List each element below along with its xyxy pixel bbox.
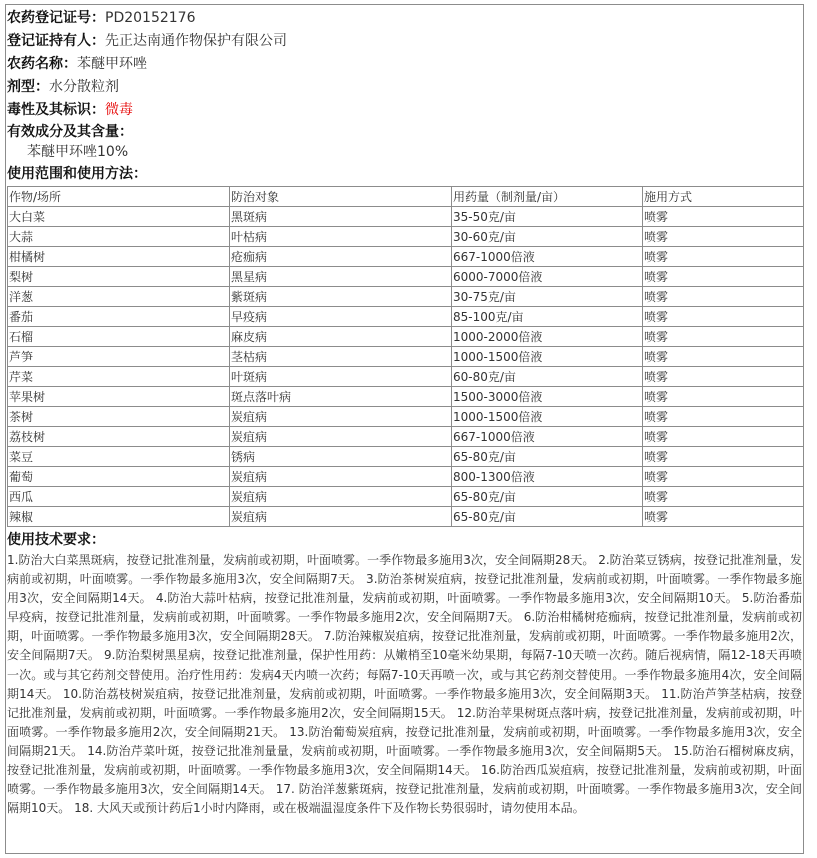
- registration-number-label: 农药登记证号：: [7, 10, 105, 26]
- header-crop: 作物/场所: [8, 187, 230, 207]
- table-row: [8, 327, 804, 347]
- cell-target: 炭疽病: [230, 407, 452, 427]
- table-row: [8, 227, 804, 247]
- table-row: [8, 467, 804, 487]
- cell-target: 炭疽病: [230, 507, 452, 527]
- cell-dosage: 1000-1500倍液: [452, 347, 643, 367]
- cell-target: 叶斑病: [230, 367, 452, 387]
- header-method: 施用方式: [643, 187, 804, 207]
- table-row: [8, 207, 804, 227]
- table-row: [8, 487, 804, 507]
- cell-crop: 荔枝树: [8, 427, 230, 447]
- pesticide-name-value: 苯醚甲环唑: [77, 56, 147, 72]
- cell-target: 麻皮病: [230, 327, 452, 347]
- cell-dosage: 65-80克/亩: [452, 447, 643, 467]
- cell-crop: 苹果树: [8, 387, 230, 407]
- usage-table-body: [8, 207, 804, 527]
- cell-target: 叶枯病: [230, 227, 452, 247]
- table-row: [8, 427, 804, 447]
- cell-target: 黑斑病: [230, 207, 452, 227]
- cell-crop: 大蒜: [8, 227, 230, 247]
- registration-number-line: [7, 8, 195, 28]
- cell-crop: 葡萄: [8, 467, 230, 487]
- holder-label: 登记证持有人：: [7, 33, 105, 49]
- cell-crop: 大白菜: [8, 207, 230, 227]
- formulation-label: 剂型：: [7, 79, 49, 95]
- cell-crop: 菜豆: [8, 447, 230, 467]
- requirements-title: 使用技术要求：: [7, 532, 105, 548]
- cell-dosage: 65-80克/亩: [452, 507, 643, 527]
- cell-method: 喷雾: [643, 207, 804, 227]
- cell-dosage: 667-1000倍液: [452, 247, 643, 267]
- table-row: [8, 247, 804, 267]
- table-row: [8, 347, 804, 367]
- cell-method: 喷雾: [643, 447, 804, 467]
- cell-crop: 番茄: [8, 307, 230, 327]
- header-target: 防治对象: [230, 187, 452, 207]
- usage-heading: [7, 164, 147, 184]
- cell-method: 喷雾: [643, 427, 804, 447]
- cell-target: 早疫病: [230, 307, 452, 327]
- table-row: [8, 447, 804, 467]
- table-row: [8, 307, 804, 327]
- cell-method: 喷雾: [643, 507, 804, 527]
- pesticide-name-label: 农药名称：: [7, 56, 77, 72]
- cell-target: 黑星病: [230, 267, 452, 287]
- ingredient-label: 有效成分及其含量：: [7, 124, 133, 140]
- ingredient-heading: [7, 122, 133, 142]
- cell-crop: 石榴: [8, 327, 230, 347]
- cell-method: 喷雾: [643, 387, 804, 407]
- cell-target: 锈病: [230, 447, 452, 467]
- ingredient-value: 苯醚甲环唑10%: [27, 144, 129, 160]
- cell-target: 炭疽病: [230, 467, 452, 487]
- table-row: [8, 367, 804, 387]
- cell-dosage: 667-1000倍液: [452, 427, 643, 447]
- holder-line: [7, 31, 287, 51]
- header-dosage: 用药量（制剂量/亩）: [452, 187, 643, 207]
- cell-dosage: 35-50克/亩: [452, 207, 643, 227]
- cell-crop: 洋葱: [8, 287, 230, 307]
- cell-method: 喷雾: [643, 467, 804, 487]
- cell-target: 斑点落叶病: [230, 387, 452, 407]
- registration-number-value: PD20152176: [105, 10, 196, 26]
- cell-crop: 茶树: [8, 407, 230, 427]
- pesticide-name-line: [7, 54, 147, 74]
- formulation-value: 水分散粒剂: [49, 79, 119, 95]
- cell-dosage: 1000-1500倍液: [452, 407, 643, 427]
- cell-method: 喷雾: [643, 327, 804, 347]
- cell-method: 喷雾: [643, 367, 804, 387]
- cell-method: 喷雾: [643, 287, 804, 307]
- cell-dosage: 30-60克/亩: [452, 227, 643, 247]
- usage-label: 使用范围和使用方法：: [7, 166, 147, 182]
- cell-crop: 西瓜: [8, 487, 230, 507]
- cell-dosage: 800-1300倍液: [452, 467, 643, 487]
- cell-method: 喷雾: [643, 267, 804, 287]
- cell-method: 喷雾: [643, 227, 804, 247]
- cell-crop: 辣椒: [8, 507, 230, 527]
- cell-crop: 芦笋: [8, 347, 230, 367]
- cell-dosage: 60-80克/亩: [452, 367, 643, 387]
- cell-method: 喷雾: [643, 247, 804, 267]
- usage-table-header-row: [8, 187, 804, 207]
- cell-crop: 柑橘树: [8, 247, 230, 267]
- cell-target: 紫斑病: [230, 287, 452, 307]
- cell-target: 茎枯病: [230, 347, 452, 367]
- cell-crop: 芹菜: [8, 367, 230, 387]
- requirements-text: 1.防治大白菜黑斑病，按登记批准剂量，发病前或初期，叶面喷雾。一季作物最多施用3次，安全间隔期28天。 2.防治菜豆锈病，按登记批准剂量，发病前或初期，叶面喷雾。一季作物最多施用3次，安全间隔期7天。 3.防治茶树炭疽病，按登记批准剂量，发病前或初期，叶面喷雾。一季作物最多施用3次，安全间隔期14天。 4.防治大蒜叶枯病，按登记批准剂量，发病前或初期，叶面喷雾。一季作物最多施用3次，安全间隔期10天。 5.防治番茄早疫病，按登记批准剂量，发病前或初期，叶面喷雾。一季作物最多施用2次，安全间隔期7天。 6.防治柑橘树疮痂病，按登记批准剂量，发病前或初期，叶面喷雾。一季作物最多施用3次，安全间隔期28天。 7.防治辣椒炭疽病，按登记批准剂量，发病前或初期，叶面喷雾。一季作物最多施用2次，安全间隔期7天。 9.防治梨树黑星病，按登记批准剂量，保护性用药：从嫩梢至10毫米幼果期，每隔7-10天喷一次药。随后视病情，隔12-18天再喷一次。或与其它药剂交替使用。治疗性用药：发病4天内喷一次药；每隔7-10天再喷一次，或与其它药剂交替使用。一季作物最多施用4次，安全间隔期14天。 10.防治荔枝树炭疽病，按登记批准剂量，发病前或初期，叶面喷雾。一季作物最多施用3次，安全间隔期3天。 11.防治芦笋茎枯病，按登记批准剂量，发病前或初期，叶面喷雾。一季作物最多施用2次，安全间隔期15天。 12.防治苹果树斑点落叶病，按登记批准剂量，发病前或初期，叶面喷雾。一季作物最多施用2次，安全间隔期21天。 13.防治葡萄炭疽病，按登记批准剂量，发病前或初期，叶面喷雾。一季作物最多施用3次，安全间隔期21天。 14.防治芹菜叶斑，按登记批准剂量量，发病前或初期，叶面喷雾。一季作物最多施用3次，安全间隔期5天。 15.防治石榴树麻皮病，按登记批准剂量，发病前或初期，叶面喷雾。一季作物最多施用3次，安全间隔期14天。 16.防治西瓜炭疽病，按登记批准剂量，发病前或初期，叶面喷雾。一季作物最多施用3次，安全间隔期14天。 17. 防治洋葱紫斑病，按登记批准剂量，发病前或初期，叶面喷雾。一季作物最多施用3次，安全间隔期10天。 18. 大风天或预计药后1小时内降雨，或在极端温湿度条件下及作物长势很弱时，请勿使用本品。: [7, 553, 802, 816]
- holder-value: 先正达南通作物保护有限公司: [105, 33, 287, 49]
- cell-dosage: 65-80克/亩: [452, 487, 643, 507]
- table-row: [8, 407, 804, 427]
- formulation-line: [7, 77, 119, 97]
- toxicity-value: 微毒: [105, 102, 133, 118]
- cell-dosage: 1000-2000倍液: [452, 327, 643, 347]
- cell-target: 炭疽病: [230, 427, 452, 447]
- toxicity-line: [7, 100, 133, 120]
- cell-method: 喷雾: [643, 347, 804, 367]
- cell-dosage: 6000-7000倍液: [452, 267, 643, 287]
- table-row: [8, 287, 804, 307]
- cell-dosage: 30-75克/亩: [452, 287, 643, 307]
- cell-crop: 梨树: [8, 267, 230, 287]
- toxicity-label: 毒性及其标识：: [7, 102, 105, 118]
- cell-target: 炭疽病: [230, 487, 452, 507]
- cell-dosage: 1500-3000倍液: [452, 387, 643, 407]
- cell-method: 喷雾: [643, 307, 804, 327]
- cell-method: 喷雾: [643, 407, 804, 427]
- table-row: [8, 267, 804, 287]
- cell-method: 喷雾: [643, 487, 804, 507]
- cell-target: 疮痂病: [230, 247, 452, 267]
- usage-table: [7, 186, 804, 527]
- table-row: [8, 387, 804, 407]
- table-row: [8, 507, 804, 527]
- cell-dosage: 85-100克/亩: [452, 307, 643, 327]
